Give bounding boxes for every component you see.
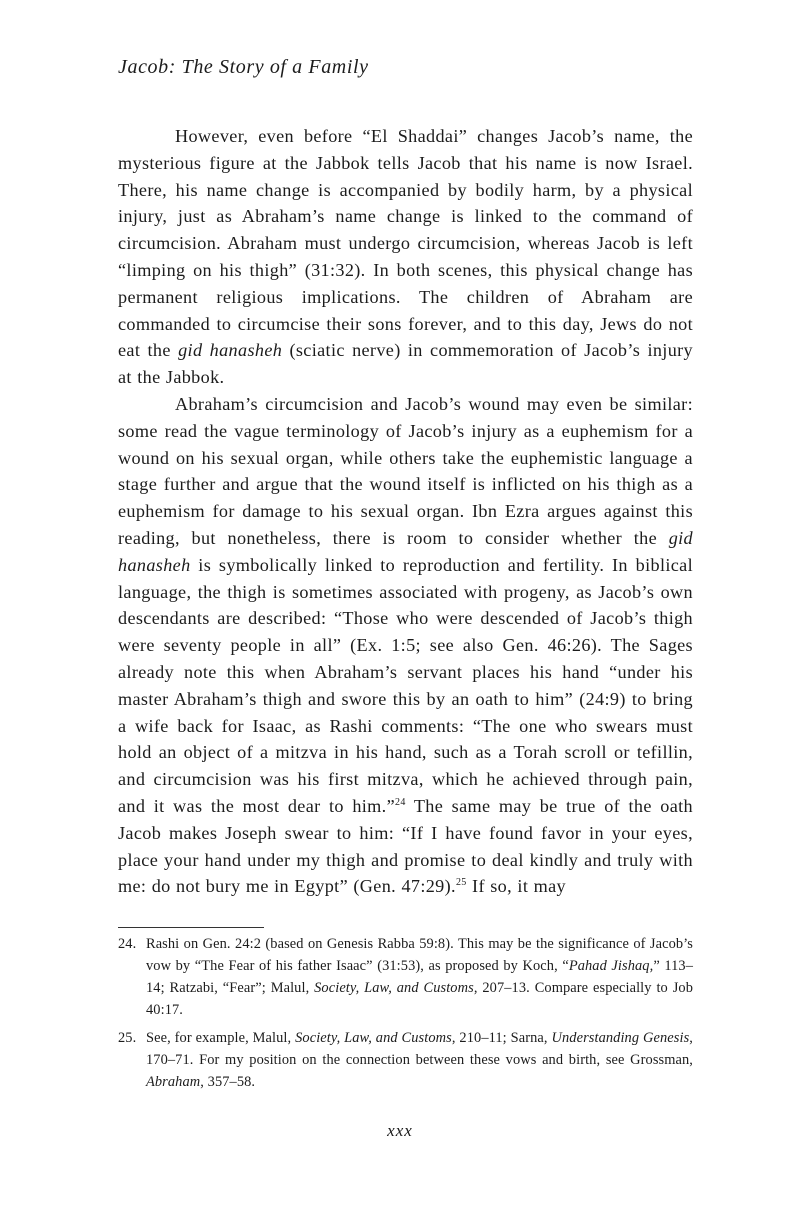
text-run: See, for example, Malul, <box>146 1030 296 1046</box>
paragraph-1 <box>118 123 693 391</box>
text-run: is symbolically linked to reproduction and fertility. In biblical language, the thigh is sometimes associated with progeny, as Jacob’s own descendants are described: “Those who were descended of Jacob’s thigh were seventy people in all” (Ex. 1:5; see also Gen. 46:26). The Sages already note this when Abraham’s servant places his hand “under his master Abraham’s thigh and swore this by an oath to him” (24:9) to bring a wife back for Isaac, as Rashi comments: “The one who swears must hold an object of a mitzva in his hand, such as a Torah scroll or tefillin, and circumcision was his first mitzva, which he achieved through pain, and it was the most dear to him.” <box>118 554 693 816</box>
footnote-text <box>146 1027 693 1093</box>
italic-title: Society, Law, and Customs <box>295 1030 452 1046</box>
paragraph-2 <box>118 391 693 900</box>
page-number: xxx <box>387 1121 413 1140</box>
running-head-title: Jacob: The Story of a Family <box>118 56 369 78</box>
text-run: The same may be true of the oath Jacob makes Joseph swear to him: “If I have found favor in your eyes, place your hand under my thigh and promise to deal kindly and truly with me: do not bury me in Egypt” (Gen. 47:29). <box>118 795 693 897</box>
footnote-divider <box>118 927 264 928</box>
text-run: However, even before “El Shaddai” changes Jacob’s name, the mysterious figure at the Jabbok tells Jacob that his name is now Israel. There, his name change is accompanied by bodily harm, by a physical injury, just as Abraham’s name change is linked to the command of circumcision. Abraham must undergo circumcision, whereas Jacob is left “limping on his thigh” (31:32). In both scenes, this physical change has permanent religious implications. The children of Abraham are commanded to circumcise their sons forever, and to this day, Jews do not eat the <box>118 126 693 361</box>
footnote-text <box>146 933 693 1021</box>
footnotes <box>118 933 693 1099</box>
text-run: Abraham’s circumcision and Jacob’s wound may even be similar: some read the vague terminology of Jacob’s injury as a euphemism for a wound on his sexual organ, while others take the euphemistic language a stage further and argue that the wound itself is inflicted on his thigh as a euphemism for damage to his sexual organ. Ibn Ezra argues against this reading, but nonetheless, there is room to consider whether the <box>118 393 693 548</box>
footnote-25 <box>118 1027 693 1093</box>
italic-title: Understanding Genesis <box>551 1030 690 1046</box>
footnote-ref-24[interactable]: 24 <box>395 796 406 808</box>
body-text <box>118 123 693 900</box>
footnote-ref-25[interactable]: 25 <box>455 877 467 889</box>
footnote-number: 25. <box>118 1030 137 1046</box>
text-run: ” 113–14; Ratzabi, “Fear”; Malul, <box>146 958 693 996</box>
italic-title: Society, Law, and Customs <box>314 980 474 996</box>
italic-term: gid hanasheh <box>178 340 283 361</box>
footnote-24 <box>118 933 693 1021</box>
text-run: (sciatic nerve) in commemoration of Jacob’s injury at the Jabbok. <box>118 340 694 388</box>
italic-title: Abraham <box>146 1074 201 1090</box>
text-run: If so, it may <box>466 876 566 897</box>
italic-title: Pahad Jishaq, <box>568 958 654 974</box>
footnote-number: 24. <box>118 936 137 952</box>
text-run: , 207–13. Compare especially to Job 40:17. <box>146 980 694 1018</box>
text-run: , 357–58. <box>200 1074 256 1090</box>
text-run: Rashi on Gen. 24:2 (based on Genesis Rabba 59:8). This may be the significance of Jacob’s vow by “The Fear of his father Isaac” (31:53), as proposed by Koch, “ <box>146 936 693 974</box>
text-run: , 210–11; Sarna, <box>451 1030 552 1046</box>
text-run: , 170–71. For my position on the connection between these vows and birth, see Grossman, <box>146 1030 693 1068</box>
italic-term: gid hanasheh <box>118 527 693 575</box>
